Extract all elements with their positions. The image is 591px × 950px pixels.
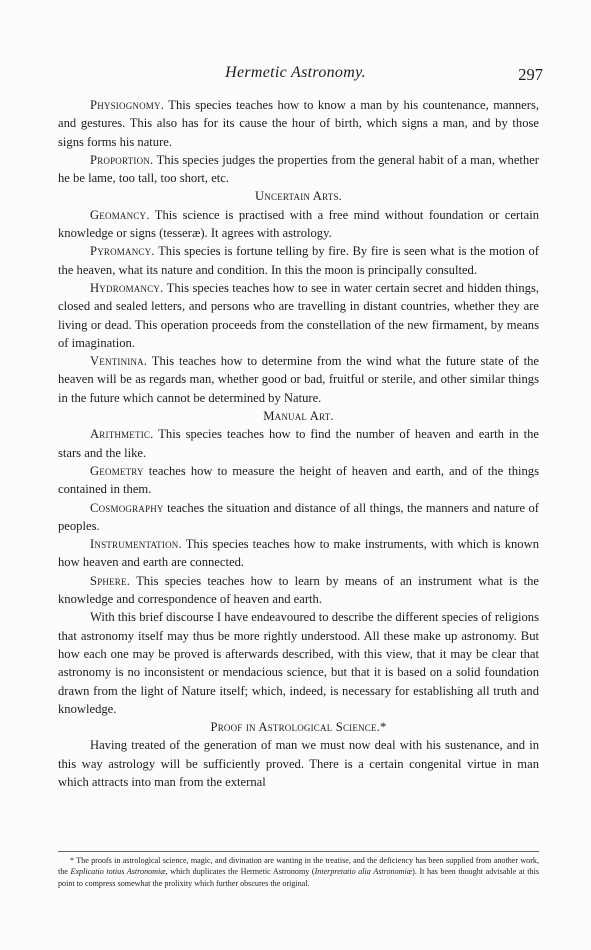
footnote: [58, 855, 539, 889]
paragraph-term: Physiognomy.: [90, 98, 165, 112]
paragraph: [58, 96, 539, 151]
paragraph: [58, 206, 539, 243]
paragraph-text: Having treated of the generation of man we must now deal with his sustenance, and in this way astrology will be sufficiently proved. There is a certain congenital virtue in man which attracts into man from the external: [58, 738, 539, 789]
paragraph-term: Proportion.: [90, 152, 154, 167]
paragraph: [58, 572, 539, 609]
footnote-title-1: Explicatio totius Astronomiæ: [70, 867, 166, 877]
section-heading: Manual Art.: [263, 409, 334, 424]
paragraph: [58, 425, 539, 462]
paragraph-term: Geomancy.: [90, 207, 150, 222]
paragraph-text: This species judges the properties from the general habit of a man, whether he be lame, too tall, too short, etc.: [58, 152, 539, 186]
footnote-title-2: Interpretatio alia Astronomiæ: [314, 867, 413, 877]
paragraph: [58, 151, 539, 188]
paragraph-term: Sphere.: [90, 573, 131, 588]
paragraph: [58, 462, 539, 499]
paragraph-term: Pyromancy.: [90, 244, 155, 259]
paragraph: [58, 499, 539, 536]
body-text: [58, 96, 539, 791]
paragraph: [58, 535, 539, 572]
paragraph-text: With this brief discourse I have endeavoured to describe the different species of religions that astronomy itself may thus be more rightly understood. All these make up astronomy. But how each one may be proved is afterwards described, with this view, that it may be clear that astronomy is no inconsistent or mendacious science, but that it is based on a solid foundation drawn from the light of Nature itself; which, indeed, is necessary for establishing all truth and knowledge.: [58, 610, 539, 716]
footnote-text-2: , which duplicates the Hermetic Astronomy (: [165, 867, 315, 877]
footnote-rule: [58, 851, 539, 852]
paragraph-term: Hydromancy.: [90, 280, 164, 295]
paragraph-term: Instrumentation.: [90, 537, 182, 552]
footnote-text-1: * The proofs in astrological science, magic, and divination are wanting in the treatise, and the deficiency has been supplied from another work, the: [58, 856, 539, 877]
paragraph: [58, 736, 539, 791]
page-number: 297: [518, 65, 543, 84]
running-title: Hermetic Astronomy.: [225, 64, 366, 81]
paragraph-text: This species teaches how to make instruments, with which is known how heaven and earth are connected.: [58, 537, 539, 570]
paragraph-text: This species teaches how to find the number of heaven and earth in the stars and the like.: [58, 427, 539, 460]
paragraph-text: This species teaches how to see in water certain secret and hidden things, closed and sealed letters, and persons who are travelling in distant countries, whether they are living or dead. This operation proceeds from the constellation of the new firmament, by means of imagination.: [58, 280, 540, 350]
paragraph: [58, 352, 539, 407]
footnote-text-3: ). It has been thought advisable at this point to compress somewhat the prolixity which further obscures the original.: [58, 867, 539, 888]
paragraph-term: Geometry: [90, 463, 144, 478]
paragraph-text: This science is practised with a free mind without foundation or certain knowledge or signs (tesseræ). It agrees with astrology.: [58, 207, 539, 241]
paragraph-text: teaches how to measure the height of heaven and earth, and of the things contained in them.: [58, 463, 539, 497]
section-heading: Proof in Astrological Science.*: [210, 720, 387, 735]
page-header: [0, 64, 591, 84]
paragraph: [58, 279, 539, 352]
paragraph-term: Arithmetic.: [90, 427, 154, 442]
paragraph-text: This species is fortune telling by fire. By fire is seen what is the motion of the heaven, what its nature and condition. In this the moon is principally consulted.: [58, 244, 540, 277]
paragraph-term: Ventinina.: [90, 354, 148, 369]
paragraph-term: Cosmography: [90, 500, 164, 515]
paragraph-text: This species teaches how to know a man by his countenance, manners, and gestures. This also has for its cause the hour of birth, which signs a man, and by those signs forms his nature.: [58, 98, 540, 149]
paragraph-text: This species teaches how to learn by means of an instrument what is the knowledge and correspondence of heaven and earth.: [58, 573, 539, 607]
paragraph-text: This teaches how to determine from the wind what the future state of the heaven will be as regards man, whether good or bad, fruitful or sterile, and other similar things in the future which cannot be determined by Nature.: [58, 354, 540, 405]
paragraph: [58, 242, 539, 279]
section-heading: Uncertain Arts.: [255, 189, 342, 204]
paragraph-text: teaches the situation and distance of all things, the manners and nature of peoples.: [58, 500, 539, 533]
paragraph: [58, 608, 539, 718]
